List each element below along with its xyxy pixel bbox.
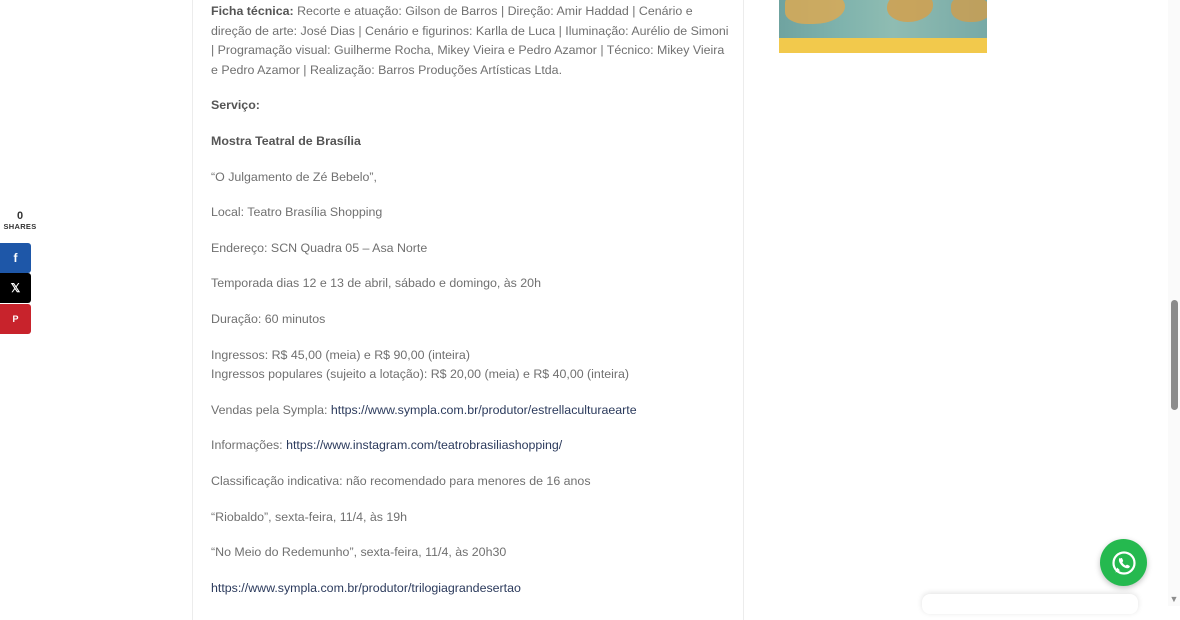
chat-popup-edge (922, 594, 1138, 614)
facebook-icon: f (13, 251, 18, 265)
x-share-button[interactable] (0, 273, 31, 303)
pinterest-share-button[interactable] (0, 304, 31, 334)
vendas-line (211, 401, 731, 421)
trilogia-link[interactable]: https://www.sympla.com.br/produtor/trilogiagrandesertao (211, 580, 521, 595)
endereco-text: Endereço: SCN Quadra 05 – Asa Norte (211, 240, 428, 255)
servico-heading: Serviço: (211, 98, 260, 113)
ingressos-block (211, 346, 731, 385)
share-counter (0, 210, 40, 232)
scrollbar-thumb[interactable] (1171, 300, 1178, 410)
info-label: Informações: (211, 438, 287, 453)
sympla-link[interactable]: https://www.sympla.com.br/produtor/estrellaculturaearte (330, 402, 637, 417)
banner-band (779, 38, 987, 53)
x-icon: 𝕏 (10, 281, 21, 295)
article-body (211, 2, 731, 614)
ficha-tecnica (211, 2, 731, 80)
redemunho-text: “No Meio do Redemunho”, sexta-feira, 11/4, às 20h30 (211, 545, 507, 560)
pinterest-icon: P (12, 314, 19, 324)
map-illustration (779, 0, 987, 38)
sidebar-banner-image[interactable] (779, 0, 987, 53)
local-text: Local: Teatro Brasília Shopping (211, 205, 383, 220)
classificacao-text: Classificação indicativa: não recomendado para menores de 16 anos (211, 473, 591, 488)
duracao-text: Duração: 60 minutos (211, 311, 326, 326)
whatsapp-icon (1110, 549, 1138, 577)
mostra-heading: Mostra Teatral de Brasília (211, 133, 361, 148)
riobaldo-text: “Riobaldo”, sexta-feira, 11/4, às 19h (211, 509, 408, 524)
ingressos-text: Ingressos: R$ 45,00 (meia) e R$ 90,00 (inteira) (211, 347, 470, 362)
instagram-link[interactable]: https://www.instagram.com/teatrobrasiliashopping/ (286, 438, 563, 453)
facebook-share-button[interactable] (0, 243, 31, 273)
share-count-label: SHARES (3, 222, 37, 231)
ingressos-populares-text: Ingressos populares (sujeito a lotação): R$ 20,00 (meia) e R$ 40,00 (inteira) (211, 367, 630, 382)
trilogia-line (211, 579, 731, 599)
whatsapp-button[interactable] (1100, 539, 1147, 586)
vendas-label: Vendas pela Sympla: (211, 402, 331, 417)
share-count-number: 0 (16, 210, 24, 222)
ficha-text: Recorte e atuação: Gilson de Barros | Direção: Amir Haddad | Cenário e direção de arte: José Dias | Cenário e figurinos: Karlla de Luca | Iluminação: Aurélio de Simoni | Programação visual: Guilherme Rocha, Mikey Vieira e Pedro Azamor | Técnico: Mikey Vieira e Pedro Azamor | Realização: Barros Produções Artísticas Ltda. (211, 4, 729, 77)
temporada-text: Temporada dias 12 e 13 de abril, sábado e domingo, às 20h (211, 276, 541, 291)
chevron-down-icon[interactable]: ▼ (1169, 594, 1179, 604)
info-line (211, 436, 731, 456)
ficha-label: Ficha técnica: (211, 4, 294, 18)
peca-title: “O Julgamento de Zé Bebelo”, (211, 169, 377, 184)
